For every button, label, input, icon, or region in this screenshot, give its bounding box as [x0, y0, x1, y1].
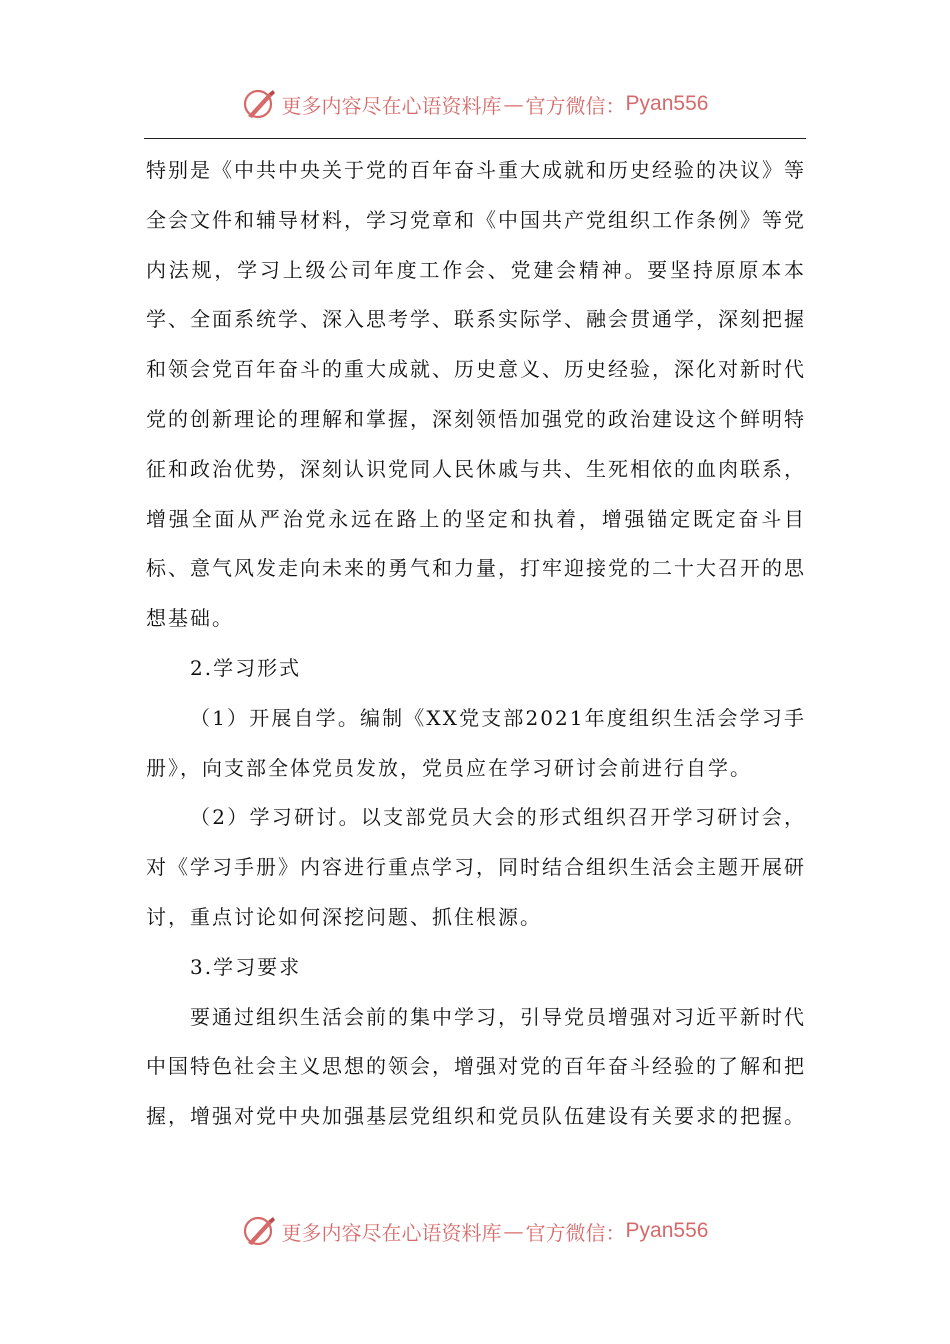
paragraph-study-seminar: （2）学习研讨。以支部党员大会的形式组织召开学习研讨会，对《学习手册》内容进行重点学习，同时结合组织生活会主题开展研讨，重点讨论如何深挖问题、抓住根源。: [146, 805, 806, 929]
watermark-text: 更多内容尽在心语资料库: [281, 93, 502, 118]
header-watermark: [0, 84, 950, 124]
watermark-wechat-id: Pyan556: [625, 92, 709, 115]
watermark-separator: —: [503, 92, 524, 116]
watermark-wechat-label: 官方微信：: [525, 1220, 626, 1245]
header-rule: [144, 138, 806, 139]
document-body: [146, 146, 806, 1142]
heading-study-form: 2.学习形式: [190, 655, 302, 680]
paragraph-self-study: （1）开展自学。编制《XX党支部2021年度组织生活会学习手册》，向支部全体党员发放，党员应在学习研讨会前进行自学。: [146, 705, 806, 780]
watermark-wechat-label: 官方微信：: [525, 93, 626, 118]
pen-logo-icon: [242, 1213, 278, 1249]
watermark-text: 更多内容尽在心语资料库: [281, 1220, 502, 1245]
pen-logo-icon: [242, 86, 278, 122]
paragraph-study-requirements: 要通过组织生活会前的集中学习，引导党员增强对习近平新时代中国特色社会主义思想的领会，增强对党的百年奋斗经验的了解和把握，增强对党中央加强基层党组织和党员队伍建设有关要求的把握。: [146, 1004, 806, 1129]
paragraph-study-content: 特别是《中共中央关于党的百年奋斗重大成就和历史经验的决议》等全会文件和辅导材料，学习党章和《中国共产党组织工作条例》等党内法规，学习上级公司年度工作会、党建会精神。要坚持原原本本学、全面系统学、深入思考学、联系实际学、融会贯通学，深刻把握和领会党百年奋斗的重大成就、历史意义、历史经验，深化对新时代党的创新理论的理解和掌握，深刻领悟加强党的政治建设这个鲜明特征和政治优势，深刻认识党同人民休戚与共、生死相依的血肉联系，增强全面从严治党永远在路上的坚定和执着，增强锚定既定奋斗目标、意气风发走向未来的勇气和力量，打牢迎接党的二十大召开的思想基础。: [146, 158, 806, 631]
footer-watermark: [0, 1211, 950, 1251]
heading-study-requirements: 3.学习要求: [190, 954, 302, 979]
watermark-wechat-id: Pyan556: [625, 1219, 709, 1242]
watermark-separator: —: [503, 1219, 524, 1243]
